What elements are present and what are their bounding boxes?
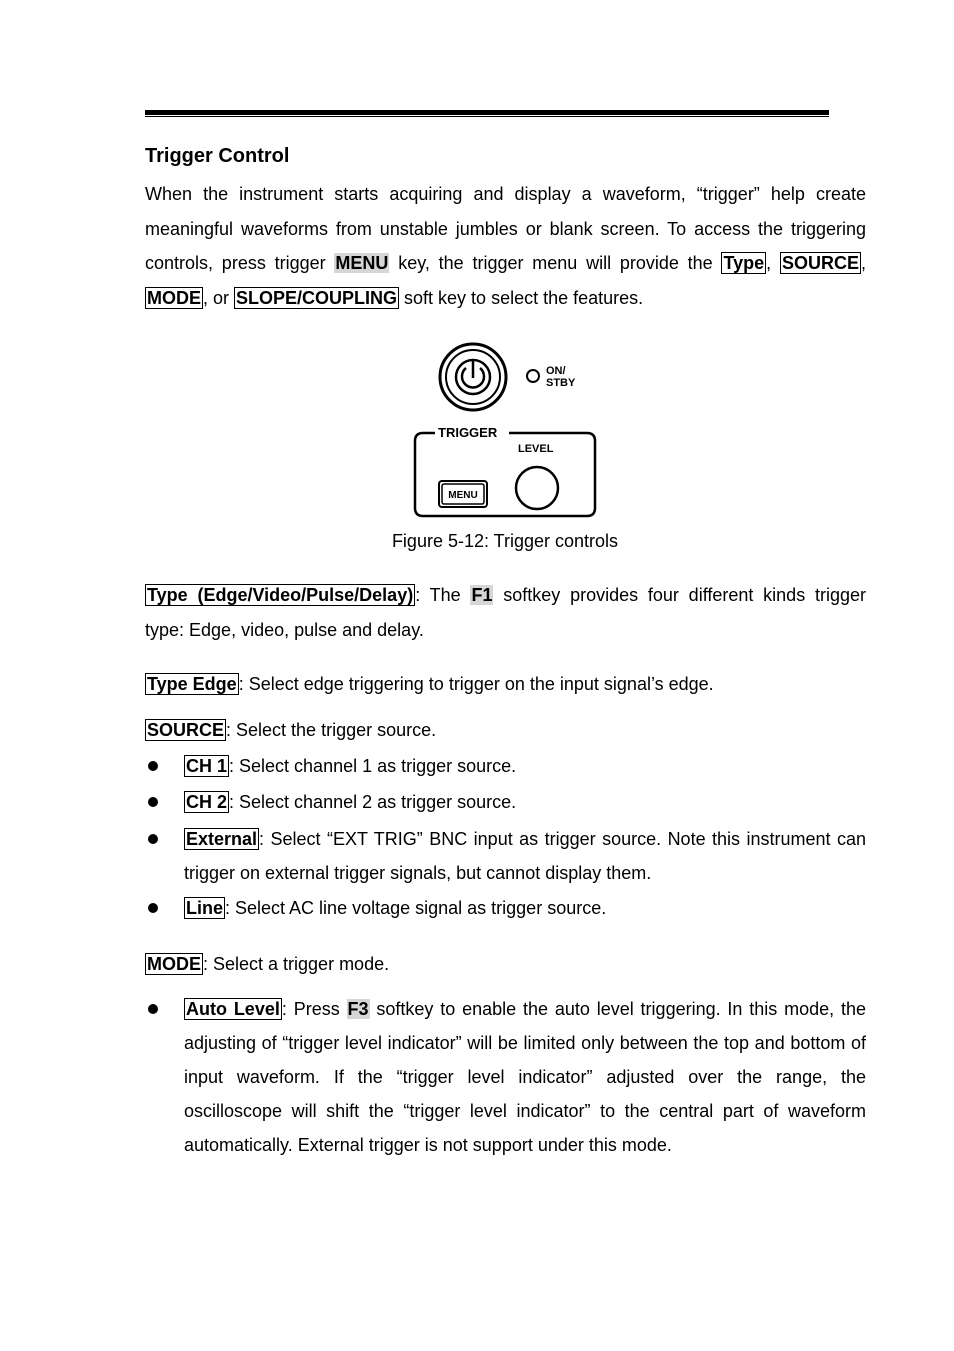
bullet-icon <box>148 797 158 807</box>
mode-key: MODE <box>147 954 201 974</box>
source-softkey: SOURCE <box>781 253 859 273</box>
ch2-key: CH 2 <box>186 792 228 812</box>
list-item: Line : Select AC line voltage signal as trigger source. <box>186 898 607 918</box>
slope-coupling-softkey: SLOPE/COUPLING <box>236 287 398 308</box>
figure-caption: Figure 5-12: Trigger controls <box>391 531 619 551</box>
trigger-controls-figure <box>405 330 605 520</box>
bullet-icon <box>148 903 158 913</box>
list-item: CH 2 : Select channel 2 as trigger source. <box>186 792 517 812</box>
level-label: LEVEL <box>518 443 554 455</box>
header-rule <box>145 110 829 115</box>
type-edge-line: Type Edge : Select edge triggering to trigger on the input signal’s edge. <box>147 674 714 694</box>
standby-led-icon <box>527 370 539 382</box>
line-key: Line <box>186 898 224 918</box>
external-key: External <box>186 829 258 849</box>
on-label: ON/ <box>546 365 566 377</box>
trigger-group-label: TRIGGER <box>438 425 498 440</box>
level-knob-icon[interactable] <box>516 467 558 509</box>
mode-softkey: MODE <box>147 287 201 308</box>
list-item: CH 1 : Select channel 1 as trigger source. <box>186 756 517 776</box>
f3-key: F3 <box>347 999 369 1019</box>
menu-button[interactable] <box>439 481 487 507</box>
ch1-key: CH 1 <box>186 756 228 776</box>
stby-label: STBY <box>546 377 576 389</box>
bullet-icon <box>148 834 158 844</box>
type-key: Type (Edge/Video/Pulse/Delay) <box>147 585 414 605</box>
source-key: SOURCE <box>147 720 225 740</box>
bullet-icon <box>148 1004 158 1014</box>
auto-level-key: Auto Level <box>186 999 280 1019</box>
mode-line: MODE : Select a trigger mode. <box>147 954 390 974</box>
type-paragraph: Type (Edge/Video/Pulse/Delay) : The F1 softkey provides four different kinds trigger type: Edge, video, pulse and delay. <box>145 585 866 640</box>
header-rule-thin <box>145 116 829 117</box>
list-item: Auto Level : Press F3 softkey to enable the auto level triggering. In this mode, the adjusting of “trigger level indicator” will be limited only between the top and bottom of input waveform. If the “trigger level indicator” adjusted over the range, the oscilloscope will shift the “trigger level indicator” to the central part of waveform automatically. External trigger is not support under this mode. <box>184 999 867 1155</box>
menu-key: MENU <box>335 253 389 273</box>
intro-paragraph: When the instrument starts acquiring and display a waveform, “trigger” help create meaningful waveforms from unstable jumbles or blank screen. To access the triggering controls, press trigger MENU key, the trigger menu will provide the Type , SOURCE , MODE , or SLOPE/COUPLING soft key to select the features. <box>145 184 866 308</box>
list-item: External : Select “EXT TRIG” BNC input as trigger source. Note this instrument can trigger on external trigger signals, but cannot display them. <box>184 829 866 883</box>
bullet-icon <box>148 761 158 771</box>
source-line: SOURCE : Select the trigger source. <box>147 720 437 740</box>
type-softkey: Type <box>723 253 765 273</box>
menu-button-label: MENU <box>448 490 478 501</box>
section-title: Trigger Control <box>145 145 290 167</box>
f1-key: F1 <box>471 585 493 605</box>
type-edge-key: Type Edge <box>147 674 237 694</box>
power-button-icon <box>440 344 506 410</box>
